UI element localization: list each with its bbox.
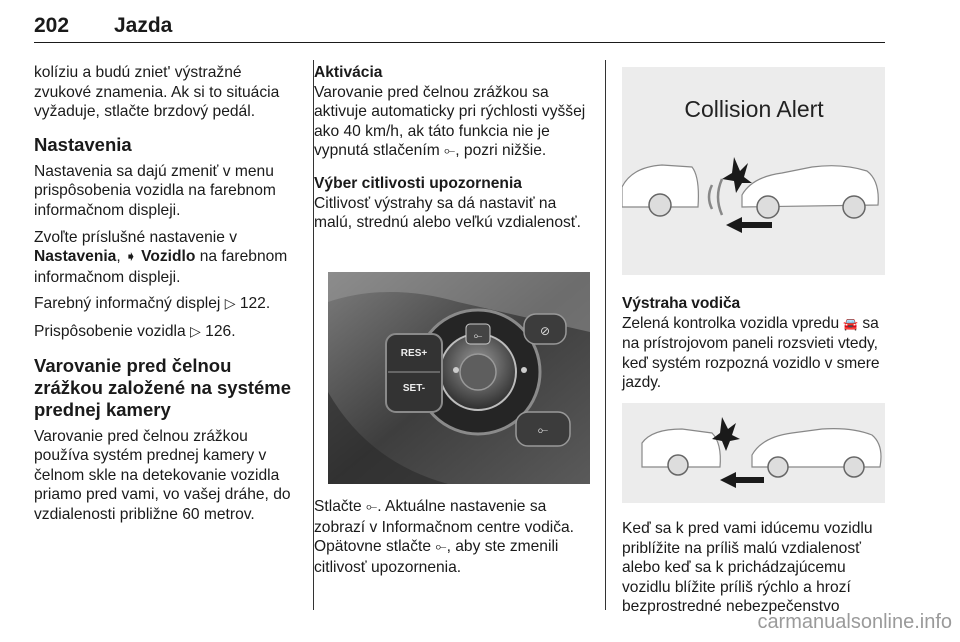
paragraph: Varovanie pred čelnou zrážkou sa aktivuje automaticky pri rýchlosti vyššej ako 40 km/h, ak táto funkcia nie je vypnutá stlačením ⟜, pozri nižšie. (314, 83, 586, 160)
menu-item-settings: Nastavenia (34, 248, 117, 266)
page-header (34, 6, 885, 43)
column-middle (314, 63, 597, 240)
heading-sensitivity: Výber citlivosti upozornenia (314, 174, 522, 192)
paragraph-menu-path: Zvoľte príslušné nastavenie v Nastavenia, ➧ Vozidlo na farebnom informačnom displeji. (34, 228, 288, 286)
column-right (622, 294, 892, 400)
steering-wheel-controls-figure (328, 272, 590, 484)
fcw-button-icon: ⟜ (444, 143, 456, 160)
heading-activation: Aktivácia (314, 64, 383, 81)
set-minus-label: SET- (402, 383, 426, 394)
heading-settings: Nastavenia (34, 133, 132, 155)
reference-arrow-icon: ▷ (224, 296, 236, 313)
page-title: Jazda (114, 14, 173, 37)
arrow-icon: ➧ (125, 249, 137, 266)
svg-text:⊘: ⊘ (539, 324, 551, 338)
paragraph: Keď sa k pred vami idúcemu vozidlu priblížite na príliš malú vzdialenosť alebo keď sa k prichádzajúcemu vozidlu blížite príliš rýchlo a hrozí bezprostredné nebezpečenstvo (622, 520, 873, 616)
res-plus-label: RES+ (400, 348, 428, 359)
svg-text:⟜: ⟜ (473, 329, 483, 342)
vehicle-approach-figure (622, 403, 885, 503)
column-divider (605, 60, 606, 610)
paragraph: Varovanie pred čelnou zrážkou používa systém prednej kamery v čelnom skle na detekovanie vozidla priamo pred vami, vo vašej dráhe, do vzdialenosti približne 60 metrov. (34, 427, 291, 523)
figure-title: Collision Alert (684, 96, 824, 122)
column-right-bottom (622, 519, 890, 624)
paragraph: Citlivosť výstrahy sa dá nastaviť na malú, strednú alebo veľkú vzdialenosť. (314, 194, 581, 232)
cross-reference: Prispôsobenie vozidla ▷ 126. (34, 322, 236, 340)
heading-forward-collision-alert: Varovanie pred čelnou zrážkou založené na systéme prednej kamery (34, 354, 292, 420)
menu-item-vehicle: Vozidlo (141, 248, 196, 266)
column-left (34, 63, 302, 532)
vehicle-ahead-icon: 🚘 (843, 316, 859, 331)
collision-alert-figure (622, 67, 885, 275)
paragraph: Stlačte ⟜. Aktuálne nastavenie sa zobrazí v Informačnom centre vodiča. Opätovne stlačte ⟜, aby ste zmenili citlivosť upozornenia. (314, 498, 575, 576)
cross-reference: Farebný informačný displej ▷ 122. (34, 295, 271, 313)
column-middle-bottom (314, 497, 597, 584)
heading-driver-alert: Výstraha vodiča (622, 295, 741, 312)
fcw-button-icon: ⟜ (366, 499, 378, 515)
paragraph: Nastavenia sa dajú zmeniť v menu prispôsobenia vozidla na farebnom informačnom displeji. (34, 162, 276, 219)
watermark: carmanualsonline.info (757, 611, 952, 633)
fcw-button-icon: ⟜ (435, 539, 447, 556)
paragraph: kolíziu a budú zniet' výstražné zvukové znamenia. Ak si to situácia vyžaduje, stlačte brzdový pedál. (34, 64, 280, 121)
reference-arrow-icon: ▷ (190, 323, 201, 340)
paragraph: Zelená kontrolka vozidla vpredu 🚘 sa na prístrojovom paneli rozsvieti vtedy, keď systém rozpozná vozidlo v smere jazdy. (622, 314, 880, 392)
page-number: 202 (34, 14, 70, 37)
svg-text:⟜: ⟜ (537, 423, 549, 438)
